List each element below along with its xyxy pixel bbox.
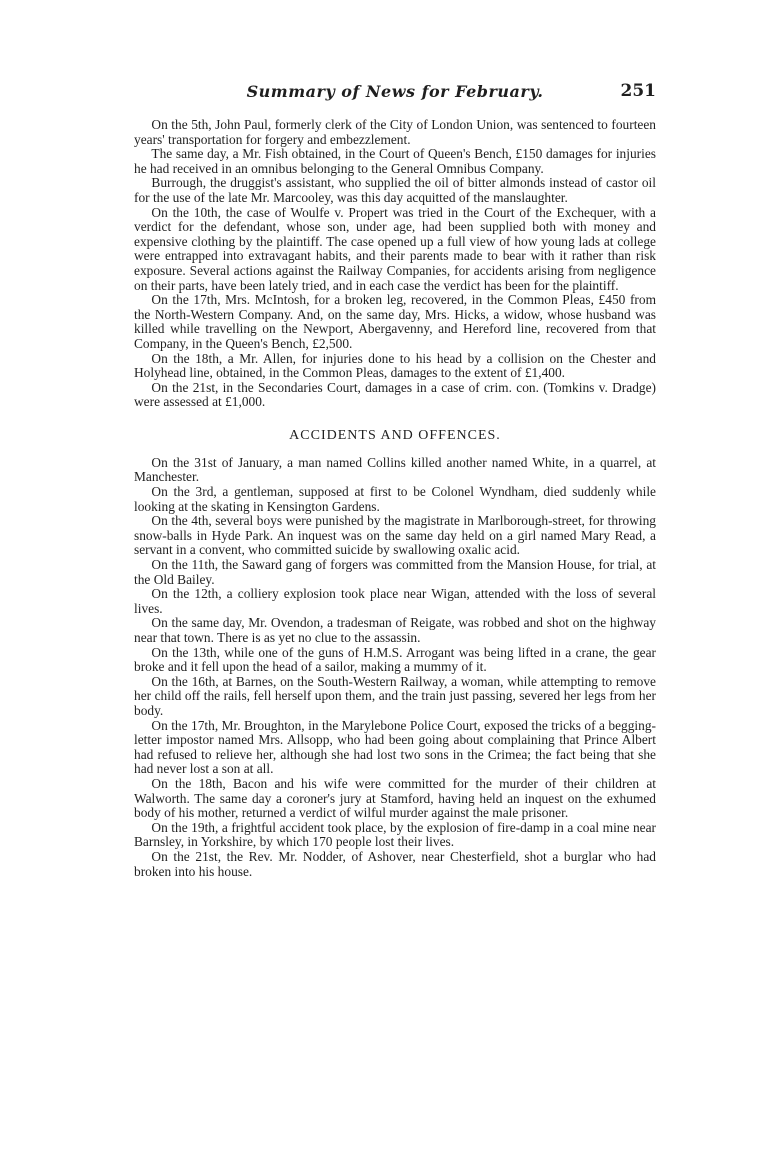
accidents-offences-section <box>134 456 656 879</box>
paragraph-snow-balls: On the 4th, several boys were punished by the magistrate in Marlborough-street, for throwing snow-balls in Hyde Park. An inquest was on the same day held on a girl named Mary Read, a servant in a convent, who committed suicide by swallowing oxalic acid. <box>134 513 656 558</box>
paragraph-wigan-explosion: On the 12th, a colliery explosion took place near Wigan, attended with the loss of several lives. <box>134 586 656 616</box>
paragraph-john-paul: On the 5th, John Paul, formerly clerk of the City of London Union, was sentenced to fourteen years' transportation for forgery and embezzlement. <box>134 117 656 147</box>
court-news-section <box>134 118 656 410</box>
paragraph-mr-fish: The same day, a Mr. Fish obtained, in the Court of Queen's Bench, £150 damages for injuries he had received in an omnibus belonging to the General Omnibus Company. <box>134 146 656 176</box>
paragraph-woulfe-v-propert: On the 10th, the case of Woulfe v. Propert was tried in the Court of the Exchequer, with a verdict for the defendant, whose son, under age, had been supplied both with money and expensive clothing by the plaintiff. The case opened up a full view of how young lads at college were entrapped into extravagant habits, and their parents made to bear with it rather than risk exposure. Several actions against the Railway Companies, for accidents arising from negligence on their parts, have been lately tried, and in each case the verdict has been for the plaintiff. <box>134 204 656 293</box>
paragraph-barnes-railway: On the 16th, at Barnes, on the South-Western Railway, a woman, while attempting to remove her child off the rails, fell herself upon them, and the train just passing, severed her legs from her body. <box>134 673 656 718</box>
paragraph-mr-broughton: On the 17th, Mr. Broughton, in the Marylebone Police Court, exposed the tricks of a begging-letter impostor named Mrs. Allsopp, who had been going about complaining that Prince Albert had refused to relieve her, although she had lost two sons in the Crimea; the fact being that she had never lost a son at all. <box>134 717 656 777</box>
paragraph-barnsley-mine: On the 19th, a frightful accident took place, by the explosion of fire-damp in a coal mine near Barnsley, in Yorkshire, by which 170 people lost their lives. <box>134 819 656 850</box>
paragraph-secondaries-court: On the 21st, in the Secondaries Court, damages in a case of crim. con. (Tomkins v. Dradge) were assessed at £1,000. <box>134 379 656 410</box>
paragraph-mr-ovendon: On the same day, Mr. Ovendon, a tradesman of Reigate, was robbed and shot on the highway near that town. There is as yet no clue to the assassin. <box>134 615 656 645</box>
paragraph-bacon-walworth: On the 18th, Bacon and his wife were committed for the murder of their children at Walworth. The same day a coroner's jury at Stamford, having held an inquest on the exhumed body of his mother, returned a verdict of wilful murder against the male prisoner. <box>134 775 656 821</box>
paragraph-hms-arrogant: On the 13th, while one of the guns of H.M.S. Arrogant was being lifted in a crane, the gear broke and it fell upon the head of a sailor, making a mummy of it. <box>134 644 656 675</box>
paragraph-mr-allen: On the 18th, a Mr. Allen, for injuries done to his head by a collision on the Chester and Holyhead line, obtained, in the Common Pleas, damages to the extent of £1,400. <box>134 350 656 381</box>
paragraph-saward-gang: On the 11th, the Saward gang of forgers was committed from the Mansion House, for trial, at the Old Bailey. <box>134 557 656 587</box>
page-number: 251 <box>620 81 656 101</box>
document-page <box>134 82 656 879</box>
paragraph-burrough: Burrough, the druggist's assistant, who supplied the oil of bitter almonds instead of castor oil for the use of the late Mr. Marcooley, was this day acquitted of the manslaughter. <box>134 175 656 205</box>
page-header <box>134 82 656 108</box>
paragraph-collins-white: On the 31st of January, a man named Collins killed another named White, in a quarrel, at Manchester. <box>134 454 656 485</box>
paragraph-mcintosh-hicks: On the 17th, Mrs. McIntosh, for a broken leg, recovered, in the Common Pleas, £450 from the North-Western Company. And, on the same day, Mrs. Hicks, a widow, whose husband was killed while travelling on the Newport, Abergavenny, and Hereford line, recovered from that Company, in the Queen's Bench, £2,500. <box>134 292 656 351</box>
paragraph-colonel-wyndham: On the 3rd, a gentleman, supposed at first to be Colonel Wyndham, died suddenly while looking at the skating in Kensington Gardens. <box>134 484 656 514</box>
running-title: Summary of News for February. <box>246 82 544 101</box>
section-heading: ACCIDENTS AND OFFENCES. <box>289 427 501 443</box>
paragraph-rev-nodder: On the 21st, the Rev. Mr. Nodder, of Ashover, near Chesterfield, shot a burglar who had broken into his house. <box>134 848 656 879</box>
